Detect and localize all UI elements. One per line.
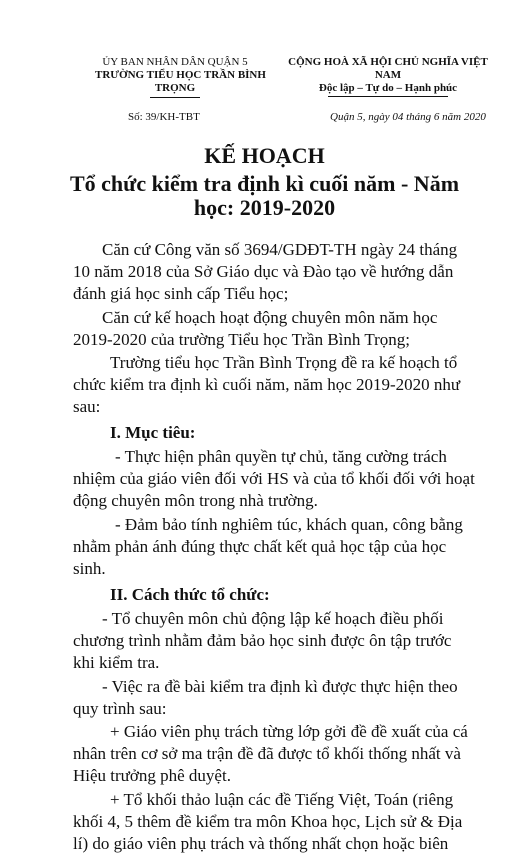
body-line: sinh. [73,559,106,578]
body-line: - Thực hiện phân quyền tự chủ, tăng cường trách [115,447,447,466]
body-line: sau: [73,397,101,416]
right-header-rule [328,96,448,97]
document-title: KẾ HOẠCH [204,143,325,168]
document-subtitle-line2: học: 2019-2020 [193,195,336,220]
body-line: quy trình sau: [73,699,167,718]
body-line: lí) do giáo viên phụ trách và thống nhất chọn hoặc biên [73,834,449,853]
national-motto: Độc lập – Tự do – Hạnh phúc [318,82,458,94]
section-heading-objectives: I. Mục tiêu: [110,423,196,442]
body-line: Căn cứ kế hoạch hoạt động chuyên môn năm học [102,308,438,327]
body-line: Căn cứ Công văn số 3694/GDĐT-TH ngày 24 tháng [102,240,458,259]
issuing-authority: ỦY BAN NHÂN DÂN QUẬN 5 [102,56,248,68]
national-title-line1: CỘNG HOÀ XÃ HỘI CHỦ NGHĨA VIỆT [288,56,488,68]
body-line: chức kiểm tra định kì cuối năm, năm học 2019-2020 như [73,375,461,394]
school-name-line1: TRƯỜNG TIỂU HỌC TRẦN BÌNH [95,69,266,81]
body-line: - Việc ra đề bài kiểm tra định kì được thực hiện theo [102,677,458,696]
document-subtitle-line1: Tổ chức kiểm tra định kì cuối năm - Năm [69,171,460,196]
body-line: - Đảm bảo tính nghiêm túc, khách quan, công bằng [115,515,463,534]
body-line: 2019-2020 của trường Tiểu học Trần Bình Trọng; [73,330,410,349]
body-line: nhằm phản ánh đúng thực chất kết quả học tập của học [73,537,447,556]
body-line: động chuyên môn trong nhà trường. [73,491,318,510]
national-title-line2: NAM [374,69,402,81]
body-line: Trường tiểu học Trần Bình Trọng đề ra kế hoạch tổ [110,353,458,372]
body-line: nhân trên cơ sở ma trận đề đã được tổ khối thống nhất và [73,744,461,763]
body-line: 10 năm 2018 của Sở Giáo dục và Đào tạo về hướng dẫn [73,262,454,281]
document-number: Số: 39/KH-TBT [128,111,200,123]
body-line: chương trình nhằm đảm bảo học sinh được ôn tập trước [73,631,452,650]
body-line: khối 4, 5 thêm đề kiểm tra môn Khoa học, Lịch sử & Địa [73,812,463,831]
body-line: - Tổ chuyên môn chủ động lập kế hoạch điều phối [102,609,444,628]
left-header-rule [150,97,200,98]
body-line: + Giáo viên phụ trách từng lớp gởi đề đề xuất của cá [110,722,468,741]
body-line: Hiệu trưởng phê duyệt. [73,766,231,785]
body-line: đánh giá học sinh cấp Tiểu học; [73,284,289,303]
body-line: nhiệm của giáo viên đối với HS và của tổ khối đối với hoạt [73,469,475,488]
place-and-date: Quận 5, ngày 04 tháng 6 năm 2020 [330,111,486,123]
body-line: + Tổ khối thảo luận các đề Tiếng Việt, Toán (riêng [110,790,454,809]
section-heading-organization: II. Cách thức tổ chức: [110,585,270,604]
body-line: khi kiểm tra. [73,653,160,672]
school-name-line2: TRỌNG [154,82,196,94]
